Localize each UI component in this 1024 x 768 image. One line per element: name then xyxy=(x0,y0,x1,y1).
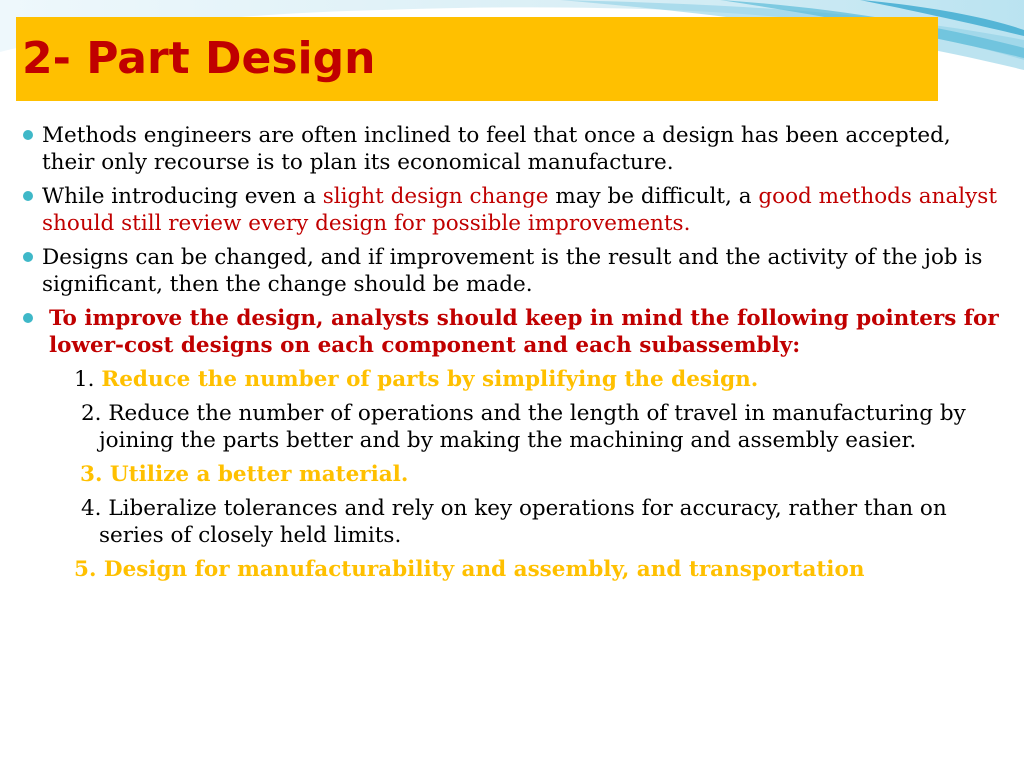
pointer-number: 1. xyxy=(74,367,102,392)
bullet-text: Methods engineers are often inclined to feel that once a design has been accepted, their only recourse is to plan its economical manufacture. xyxy=(42,123,951,175)
bullet-item xyxy=(22,183,1002,237)
slide-content xyxy=(22,122,1002,590)
pointer-item xyxy=(22,495,1002,549)
bullet-dot-icon xyxy=(23,191,33,201)
bullet-dot-icon xyxy=(23,252,33,262)
bullet-item xyxy=(22,244,1002,298)
pointer-text: Reduce the number of parts by simplifying the design. xyxy=(101,367,759,392)
pointer-text: 5. Design for manufacturability and assembly, and transportation xyxy=(74,557,865,582)
bullet-dot-icon xyxy=(23,130,33,140)
slide-title: 2- Part Design xyxy=(22,33,376,84)
bullet-text: While introducing even a xyxy=(42,184,323,209)
highlight-text: good methods analyst should still review every design for possible improvements. xyxy=(42,184,997,236)
pointer-item xyxy=(22,556,1002,583)
pointer-text: 3. Utilize a better material. xyxy=(80,462,409,487)
bullet-item xyxy=(22,305,1002,359)
bullet-text: Designs can be changed, and if improvement is the result and the activity of the job is significant, then the change should be made. xyxy=(42,245,983,297)
bullet-text: may be difficult, a xyxy=(548,184,759,209)
bullet-text: To improve the design, analysts should keep in mind the following pointers for lower-cost designs on each component and each subassembly: xyxy=(49,306,999,358)
pointer-text: 2. Reduce the number of operations and the length of travel in manufacturing by joining the parts better and by making the machining and assembly easier. xyxy=(81,401,966,453)
pointer-item xyxy=(22,366,1002,393)
pointer-item xyxy=(22,400,1002,454)
title-bar xyxy=(16,17,938,101)
pointer-item xyxy=(22,461,1002,488)
highlight-text: slight design change xyxy=(322,184,549,209)
pointer-text: 4. Liberalize tolerances and rely on key operations for accuracy, rather than on series of closely held limits. xyxy=(81,496,947,548)
bullet-item xyxy=(22,122,1002,176)
bullet-dot-icon xyxy=(23,313,33,323)
